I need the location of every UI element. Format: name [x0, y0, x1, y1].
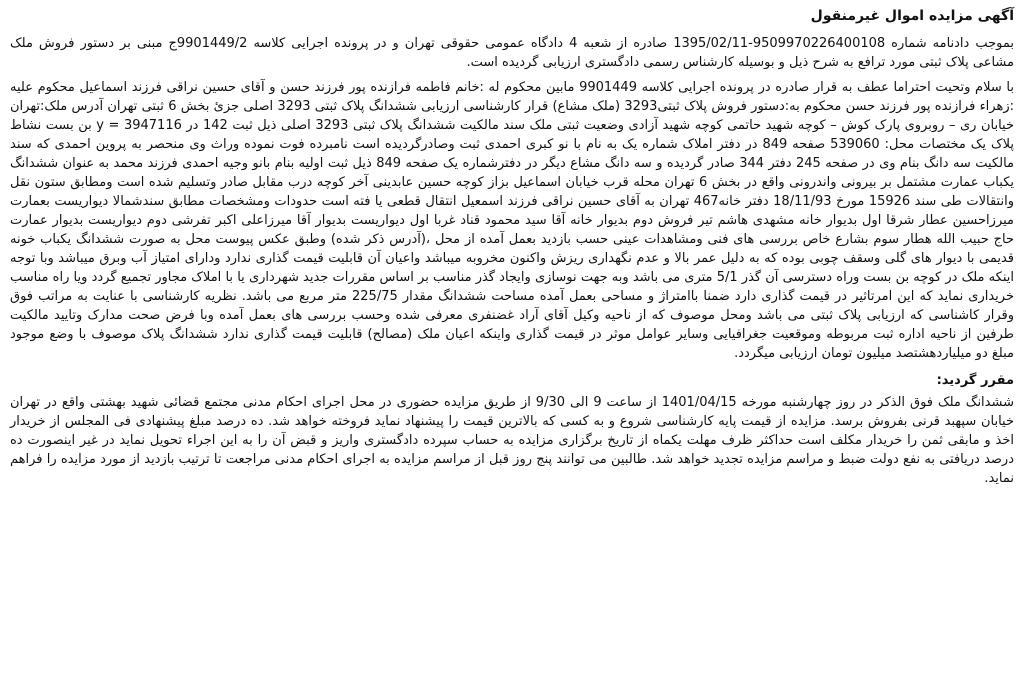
notice-intro-paragraph: بموجب دادنامه شماره 9509970226400108-1395/02/11 صادره از شعبه 4 دادگاه عمومی حقوقی تهران و در پرونده اجرایی کلاسه 9901449/2ج مبنی بر دستور فروش ملک مشاعی پلاک ثبتی مورد ترافع به شرح ذیل و بوسیله کارشناس رسمی دادگستری ارزیابی گردیده است.: [10, 36, 1014, 70]
decision-section-label: مقرر گردید:: [936, 373, 1014, 388]
notice-body-paragraph: با سلام وتحیت احتراما عطف به قرار صادره در پرونده اجرایی کلاسه 9901449 مابین محکوم له :خانم فاطمه فرازنده پور فرزند حسن و آقای حسین نراقی فرزند اسماعیل محکوم علیه :زهراء فرازنده پور فرزند حسن محکوم به:دستور فروش پلاک ثبتی3293 (ملک مشاع) قرار کارشناسی ارزیابی ششدانگ پلاک ثبتی 3293 اصلی جزئ بخش 6 ثبتی تهران آدرس ملک:تهران خیابان ری – روبروی پارک کوش – کوچه شهید حاتمی کوچه شهید آزادی وضعیت ثبتی ملک سند مالکیت ششدانگ پلاک ثبتی 3293 اصلی ذیل ثبت 142 در 3947116 = y بن بست نشاط پلاک یک مختصات محل: 539060 صفحه 849 در دفتر املاک شماره یک به نام با نو کبری احمدی ثبت وصادرگردیده است نامبرده فوت نموده وراث وی منحصر به پروین احمدی که سند مالکیت سه دانگ بنام وی در صفحه 245 دفتر 344 صادر گردیده و سه دانگ مشاع دیگر در دفترشماره یک صفحه 849 ذیل ثبت اولیه بنام بانو وجیه احمدی فرزند محمد به عنوان ششدانگ یکباب عمارت مشتمل بر بیرونی واندرونی واقع در بخش 6 تهران محله قرب خیابان اسماعیل بزاز کوچه حسین عابدینی آخر کوچه درب مقابل صادر وتسلیم شده است ومطابق ستون نقل وانتقالات طی سند 15926 مورخ 18/11/93 دفتر خانه467 تهران به آقای حسین نراقی فرزند اسمعیل انتقال قطعی یا فته است حدودات ومشخصات مطابق سندشمالا دیواریست بعمارت میرزاحسین عطار شرقا اول بدیوار خانه مشهدی هاشم تیر فروش دوم بدیوار خانه آقا سید محمود قناد غربا اول دیواریست بدیوار آقا میرزاعلی اکبر تفرشی دوم دیواریست بدیوار عمارت حاج حبیب الله هطار سوم بشارع خاص بررسی های فنی ومشاهدات عینی حسب بازدید بعمل آمده از محل ،(آدرس ذکر شده) وطبق عکس پیوست محل به صورت ششدانگ یکباب خونه قدیمی با دیوار های گلی وسقف چوبی بوده که به دلیل عمر بالا و عدم نگهداری ریزش واکنون مخروبه میباشد واعیان آن قابلیت قیمت گذاری ندارد ودارای امتیاز آب وبرق میباشد وبا توجه اینکه ملک در کوچه بن بست وراه دسترسی آن گذر 5/1 متری می باشد وبه جهت نوسازی وایجاد گذر مناسب بر اساس مقررات جدید شهرداری یا با املاک مجاور تجمیع گردد ویا راه مناسب خریداری نماید که این امرتاثیر در قیمت گذاری دارد ضمنا باامتراژ و مساحی بعمل آمده مساحت ششدانگ مقدار 225/75 متر مربع می باشد. نظریه کارشناسی با عنایت به مراتب فوق وقرار کاشناسی که ارزیابی پلاک ثبتی می باشد ومحل موصوف که از ناحیه وکیل آقای آراد غضنفری معرفی شده وحسب بررسی های بعمل آمده وبا فرض صحت مدارک وتایید مالکیت طرفین از ناحیه اداره ثبت مربوطه وموقعیت جغرافیایی وسایر عوامل موثر در قیمت گذاری واینکه اعیان ملک (مصالح) قابلیت قیمت گذاری ندارد ششدانگ پلاک موصوف با وضع موجود مبلغ دو میلیاردهشتصد میلیون تومان ارزیابی میگردد.: [10, 80, 1015, 361]
notice-decision-paragraph: ششدانگ ملک فوق الذکر در روز چهارشنبه مورخه 1401/04/15 از ساعت 9 الی 9/30 از طریق مزایده حضوری در محل اجرای احکام مدنی مجتمع قضائی شهید بهشتی واقع در تهران خیابان سپهبد قرنی بفروش برسد. مزایده از قیمت پایه کارشناسی شروع و به کسی که بالاترین قیمت را پیشنهاد نماید فروخته خواهد شد. ده درصد مبلغ پیشنهادی فی المجلس از خریدار اخذ و مابقی ثمن را خریدار مکلف است حداکثر ظرف مهلت یکماه از تاریخ برگزاری مزایده به حساب سپرده دادگستری واریز و قبض آن را به این اجراء تحویل نماید در غیر اینصورت ده درصد دریافتی به نفع دولت ضبط و مراسم مزایده تجدید خواهد شد. طالبین می توانند پنج روز قبل از مراسم مزایده به اجرای احکام مدنی مراجعت تا ترتیب بازدید از مورد مزایده را فراهم نماید.: [10, 395, 1014, 486]
notice-title: آگهی مزایده اموال غیرمنقول: [810, 8, 1014, 24]
